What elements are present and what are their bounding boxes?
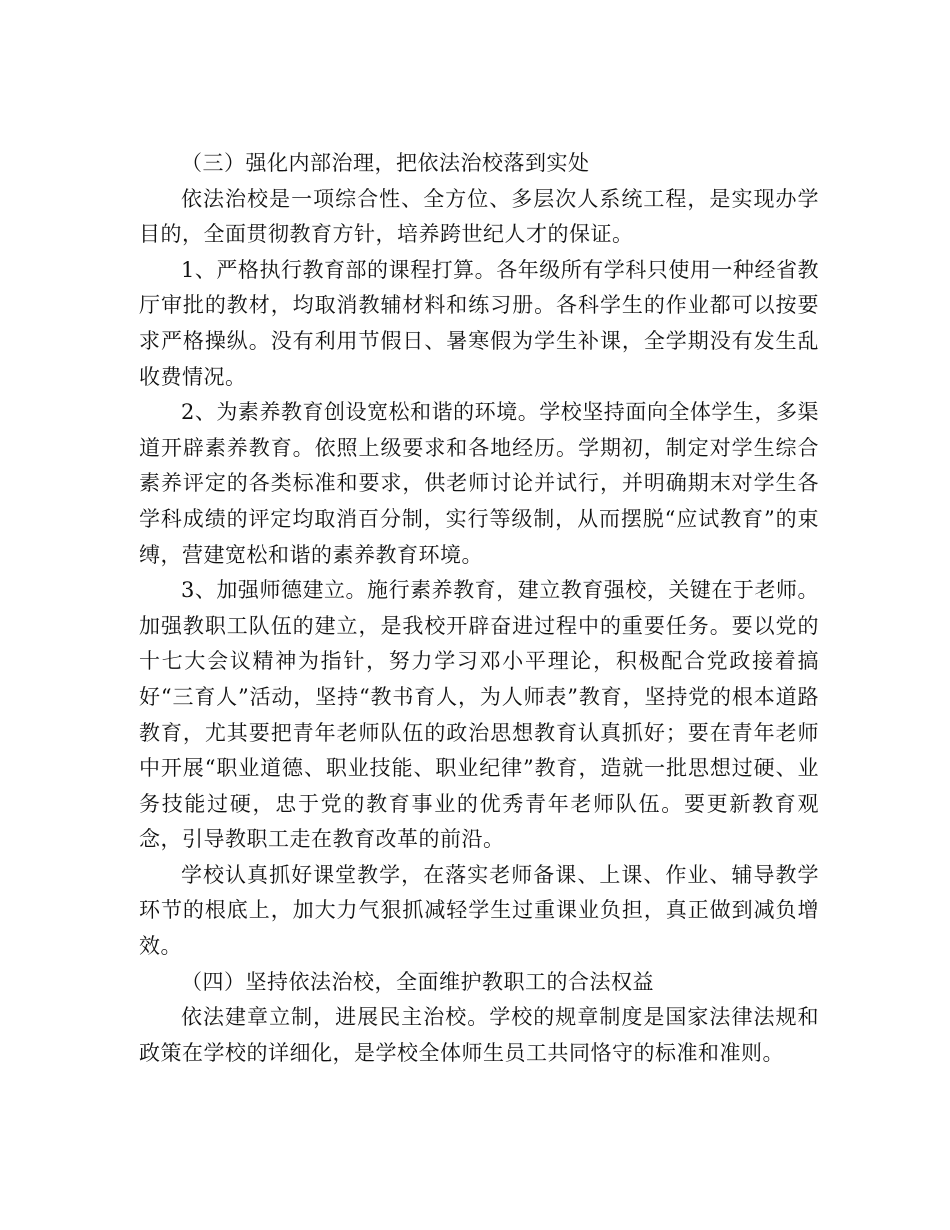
paragraph: 2、为素养教育创设宽松和谐的环境。学校坚持面向全体学生，多渠道开辟素养教育。依照上级要求和各地经历。学期初，制定对学生综合素养评定的各类标准和要求，供老师讨论并试行，并明确期末对学生各学科成绩的评定均取消百分制，实行等级制，从而摆脱“应试教育”的束缚，营建宽松和谐的素养教育环境。 [139,400,819,567]
paragraph: 依法治校是一项综合性、全方位、多层次人系统工程，是实现办学目的，全面贯彻教育方针，培养跨世纪人才的保证。 [139,186,819,247]
paragraph: 3、加强师德建立。施行素养教育，建立教育强校，关键在于老师。加强教职工队伍的建立，是我校开辟奋进过程中的重要任务。要以党的十七大会议精神为指针，努力学习邓小平理论，积极配合党政接着搞好“三育人”活动，坚持“教书育人，为人师表”教育，坚持党的根本道路教育，尤其要把青年老师队伍的政治思想教育认真抓好；要在青年老师中开展“职业道德、职业技能、职业纪律”教育，造就一批思想过硬、业务技能过硬，忠于党的教育事业的优秀青年老师队伍。要更新教育观念，引导教职工走在教育改革的前沿。 [139,578,819,852]
paragraph: 学校认真抓好课堂教学，在落实老师备课、上课、作业、辅导教学环节的根底上，加大力气狠抓减轻学生过重课业负担，真正做到减负增效。 [139,862,819,959]
paragraph: 依法建章立制，进展民主治校。学校的规章制度是国家法律法规和政策在学校的详细化，是学校全体师生员工共同恪守的标准和准则。 [139,1005,819,1065]
paragraph: 1、严格执行教育部的课程打算。各年级所有学科只使用一种经省教厅审批的教材，均取消教辅材料和练习册。各科学生的作业都可以按要求严格操纵。没有利用节假日、暑寒假为学生补课，全学期没有发生乱收费情况。 [139,257,819,389]
section-heading-4: （四）坚持依法治校，全面维护教职工的合法权益 [181,969,654,994]
document-body [139,146,819,1071]
section-heading-3: （三）强化内部治理，把依法治校落到实处 [181,151,590,175]
